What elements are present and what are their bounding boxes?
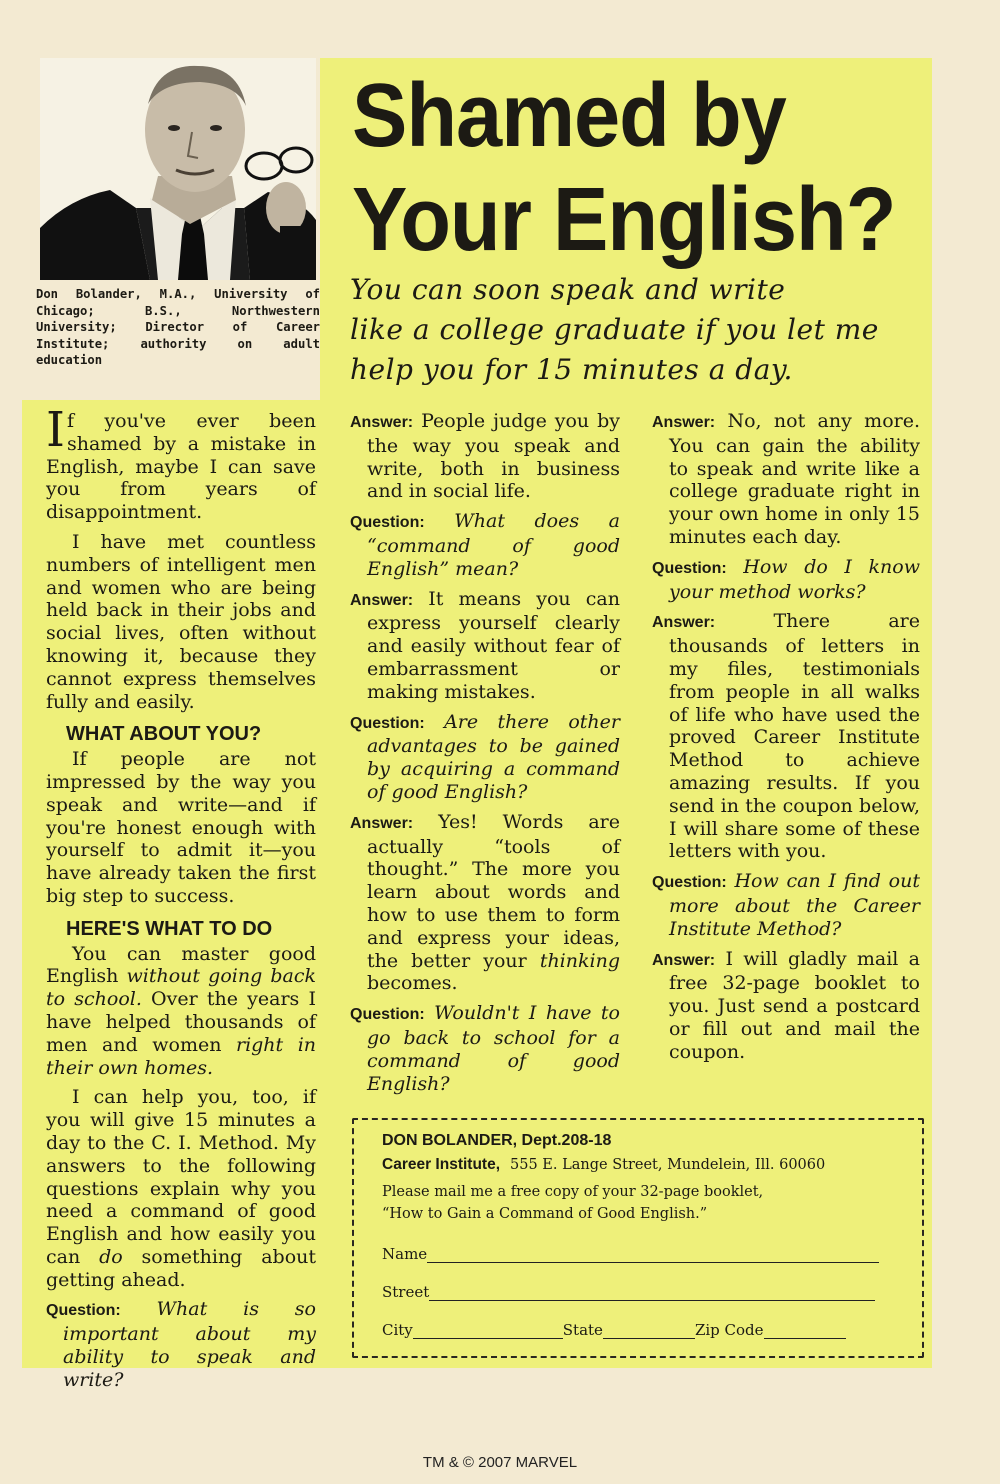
subheadline-line-3: help you for 15 minutes a day. <box>350 353 793 386</box>
photo-caption: Don Bolander, M.A., University of Chicago; B.S., Northwestern University; Director of Career Institute; authority on adult education <box>36 287 320 367</box>
city-state-zip-field[interactable] <box>382 1320 846 1344</box>
subheadline <box>350 270 920 390</box>
portrait-illustration <box>40 58 316 280</box>
answer: Answer: No, not any more. You can gain the ability to speak and write like a college graduate right in your own home in only 15 minutes each day. <box>652 410 921 548</box>
coupon-addressee: DON BOLANDER, Dept.208-18 <box>382 1132 612 1149</box>
question: Question: Are there other advantages to be gained by acquiring a command of good English? <box>350 710 620 803</box>
answer: Answer: I will gladly mail a free 32-page booklet to you. Just send a postcard or fill out and mail the coupon. <box>652 947 920 1063</box>
subheadline-line-2: like a college graduate if you let me <box>350 313 879 346</box>
street-input-line[interactable] <box>429 1282 875 1301</box>
coupon-request-text: Please mail me a free copy of your 32-page booklet, <box>382 1184 764 1200</box>
state-label: State <box>562 1321 603 1339</box>
portrait-photo <box>40 58 316 280</box>
question: Question: What does a “command of good English” mean? <box>350 510 620 580</box>
answer: Answer: There are thousands of letters in my files, testimonials from people in all walks of life who have used the proved Career Institute Method to achieve amazing results. If you send in the coupon below, I will share some of these letters with you. <box>652 610 920 863</box>
body-paragraph: If people are not impressed by the way you speak and write—and if you're honest enough with yourself to admit it—you have already taken the first big step to success. <box>46 748 316 907</box>
city-input-line[interactable] <box>413 1320 563 1339</box>
headline-line-1: Shamed by <box>352 65 786 166</box>
body-paragraph: I can help you, too, if you will give 15 minutes a day to the C. I. Method. My answers to the following questions explain why you need a command of good English and how easily you can do something about getting ahead. <box>46 1086 317 1291</box>
subheadline-line-1: You can soon speak and write <box>350 273 786 306</box>
street-label: Street <box>382 1283 430 1301</box>
section-heading: WHAT ABOUT YOU? <box>66 723 262 746</box>
headline-line-2: Your English? <box>352 168 896 270</box>
order-coupon[interactable] <box>352 1118 924 1358</box>
question: Question: How can I find out more about the Career Institute Method? <box>652 870 920 940</box>
body-paragraph: You can master good English without going back to school. Over the years I have helped thousands of men and women right in their own homes. <box>46 942 317 1079</box>
answer: Answer: It means you can express yourself clearly and easily without fear of embarrassment or making mistakes. <box>350 587 620 703</box>
name-input-line[interactable] <box>427 1244 879 1263</box>
body-paragraph: I have met countless numbers of intelligent men and women who are being held back in their jobs and social lives, often without knowing it, because they cannot express themselves fully and easily. <box>46 530 316 713</box>
copyright-footer: TM & © 2007 MARVEL <box>422 1454 578 1471</box>
column-1 <box>46 402 317 1399</box>
name-field[interactable] <box>382 1244 879 1268</box>
column-3 <box>652 410 920 1071</box>
intro-paragraph: If you've ever been shamed by a mistake in English, maybe I can save you from years of disappointment. <box>46 402 316 524</box>
question: Question: Wouldn't I have to go back to school for a command of good English? <box>350 1002 620 1095</box>
column-2 <box>350 410 620 1102</box>
headline <box>352 64 932 271</box>
section-heading: HERE'S WHAT TO DO <box>66 917 273 940</box>
street-field[interactable] <box>382 1282 875 1306</box>
state-input-line[interactable] <box>603 1320 695 1339</box>
city-label: City <box>382 1321 413 1339</box>
coupon-booklet-title: “How to Gain a Command of Good English.” <box>382 1206 708 1222</box>
name-label: Name <box>382 1245 428 1263</box>
zip-label: Zip Code <box>694 1321 764 1339</box>
coupon-address: Career Institute, 555 E. Lange Street, Mundelein, Ill. 60060 <box>382 1156 826 1173</box>
drop-cap: I <box>46 402 65 458</box>
answer: Answer: People judge you by the way you speak and write, both in business and in social life. <box>350 410 620 503</box>
question: Question: What is so important about my ability to speak and write? <box>46 1298 316 1391</box>
zip-input-line[interactable] <box>764 1320 846 1339</box>
question: Question: How do I know your method works? <box>652 555 920 603</box>
answer: Answer: Yes! Words are actually “tools of thought.” The more you learn about words and how to use them to form and express your ideas, the better your thinking becomes. <box>350 810 620 995</box>
